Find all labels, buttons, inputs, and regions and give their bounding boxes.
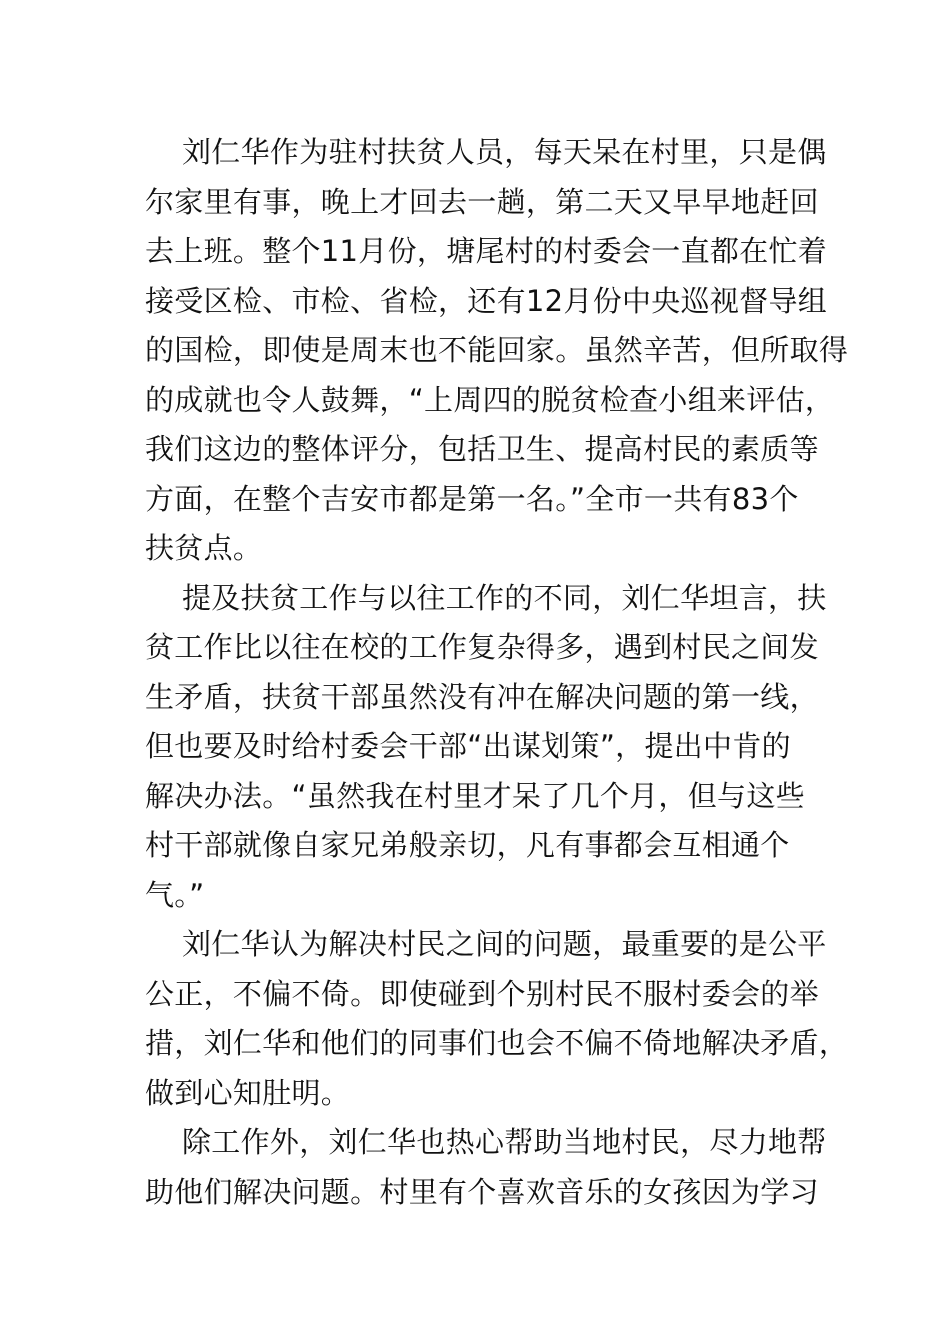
text-line: 贫工作比以往在校的工作复杂得多，遇到村民之间发	[145, 630, 819, 664]
text-line: 措，刘仁华和他们的同事们也会不偏不倚地解决矛盾，	[145, 1026, 849, 1060]
text-line: 刘仁华作为驻村扶贫人员，每天呆在村里，只是偶	[182, 135, 827, 169]
text-line: 提及扶贫工作与以往工作的不同，刘仁华坦言，扶	[182, 580, 827, 615]
text-line: 方面，在整个吉安市都是第一名。”全市一共有83个	[145, 481, 799, 516]
text-line: 刘仁华认为解决村民之间的问题，最重要的是公平	[182, 927, 827, 961]
text-line: 除工作外，刘仁华也热心帮助当地村民，尽力地帮	[182, 1125, 827, 1159]
text-line: 接受区检、市检、省检，还有12月份中央巡视督导组	[145, 283, 828, 318]
text-line: 扶贫点。	[145, 531, 263, 565]
text-line: 气。”	[145, 877, 205, 912]
text-line: 但也要及时给村委会干部“出谋划策”，提出中肯的	[145, 729, 791, 763]
text-line: 解决办法。“虽然我在村里才呆了几个月，但与这些	[145, 778, 805, 813]
paragraph-3	[145, 920, 849, 1118]
text-line: 尔家里有事，晚上才回去一趟，第二天又早早地赶回	[145, 184, 819, 219]
text-line: 我们这边的整体评分，包括卫生、提高村民的素质等	[145, 432, 819, 466]
text-line: 生矛盾，扶贫干部虽然没有冲在解决问题的第一线，	[145, 679, 819, 714]
text-line: 村干部就像自家兄弟般亲切，凡有事都会互相通个	[145, 828, 790, 862]
paragraph-2	[145, 574, 827, 921]
paragraph-4	[145, 1118, 827, 1217]
text-line: 的成就也令人鼓舞，“上周四的脱贫检查小组来评估，	[145, 382, 835, 417]
text-line: 做到心知肚明。	[145, 1075, 351, 1110]
paragraph-1	[145, 128, 849, 574]
text-line: 公正，不偏不倚。即使碰到个别村民不服村委会的举	[145, 976, 819, 1011]
text-line: 去上班。整个11月份，塘尾村的村委会一直都在忙着	[145, 234, 828, 268]
article-body	[145, 128, 849, 1217]
text-line: 助他们解决问题。村里有个喜欢音乐的女孩因为学习	[145, 1174, 819, 1209]
text-line: 的国检，即使是周末也不能回家。虽然辛苦，但所取得	[145, 333, 849, 367]
